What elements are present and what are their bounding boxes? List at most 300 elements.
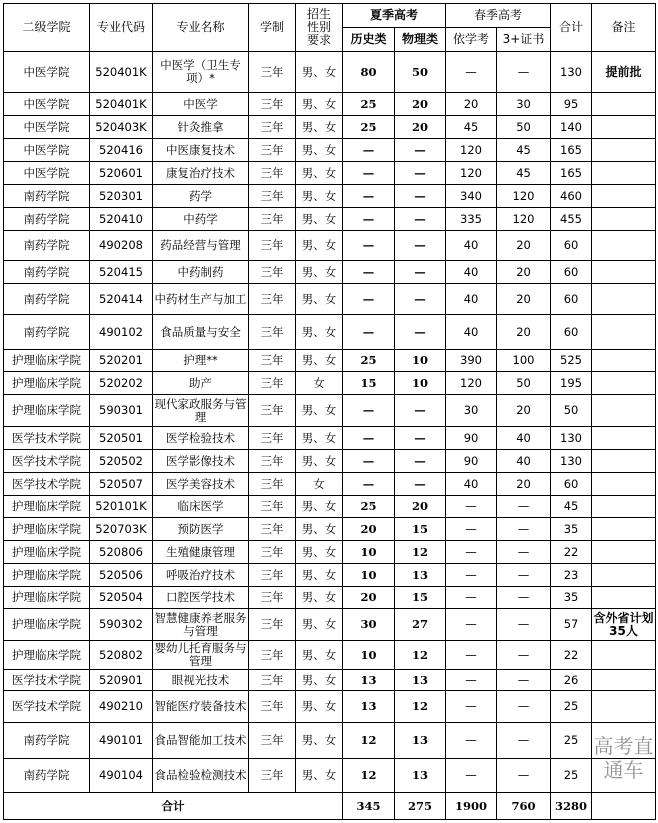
cell-gender: 男、女: [296, 518, 343, 541]
total-sum: 3280: [551, 793, 592, 820]
cell-note: [592, 231, 656, 261]
cell-note: [592, 139, 656, 162]
cell-note: [592, 284, 656, 315]
cell-gender: 男、女: [296, 427, 343, 450]
cell-history: 13: [343, 691, 395, 723]
cell-exam: —: [446, 609, 497, 641]
cell-physics: 20: [395, 116, 446, 139]
cell-code: 520507: [90, 473, 153, 496]
cell-note: [592, 473, 656, 496]
cell-gender: 男、女: [296, 670, 343, 691]
cell-exam: 40: [446, 315, 497, 350]
cell-exam: 40: [446, 473, 497, 496]
cell-physics: —: [395, 395, 446, 427]
cell-name: 生殖健康管理: [153, 541, 249, 564]
cell-cert: 100: [497, 350, 551, 372]
cell-total: 130: [551, 427, 592, 450]
cell-physics: —: [395, 139, 446, 162]
cell-gender: 男、女: [296, 185, 343, 208]
cell-note: [592, 564, 656, 587]
cell-exam: 40: [446, 231, 497, 261]
header-note: 备注: [592, 4, 656, 52]
cell-gender: 女: [296, 372, 343, 395]
cell-code: 590301: [90, 395, 153, 427]
cell-gender: 男、女: [296, 116, 343, 139]
cell-history: —: [343, 261, 395, 284]
cell-history: —: [343, 395, 395, 427]
cell-physics: —: [395, 284, 446, 315]
cell-code: 520101K: [90, 496, 153, 518]
cell-exam: 390: [446, 350, 497, 372]
cell-code: 520504: [90, 587, 153, 609]
cell-college: 南药学院: [4, 185, 90, 208]
cell-gender: 男、女: [296, 284, 343, 315]
cell-history: 12: [343, 759, 395, 793]
cell-total: 165: [551, 139, 592, 162]
cell-cert: —: [497, 691, 551, 723]
cell-cert: 30: [497, 93, 551, 116]
cell-name: 现代家政服务与管理: [153, 395, 249, 427]
table-row: [4, 496, 656, 518]
watermark: 高考直通车: [593, 733, 654, 782]
header-physics: 物理类: [395, 28, 446, 52]
cell-total: 140: [551, 116, 592, 139]
cell-years: 三年: [249, 185, 296, 208]
cell-physics: 13: [395, 670, 446, 691]
cell-code: 520401K: [90, 52, 153, 93]
cell-cert: —: [497, 541, 551, 564]
cell-history: 25: [343, 496, 395, 518]
cell-cert: 20: [497, 473, 551, 496]
cell-total: 25: [551, 759, 592, 793]
cell-name: 医学检验技术: [153, 427, 249, 450]
total-cert: 760: [497, 793, 551, 820]
cell-code: 520703K: [90, 518, 153, 541]
cell-total: 165: [551, 162, 592, 185]
cell-physics: 12: [395, 691, 446, 723]
cell-code: 520410: [90, 208, 153, 231]
cell-years: 三年: [249, 691, 296, 723]
cell-total: 60: [551, 284, 592, 315]
header-exam: 依学考: [446, 28, 497, 52]
cell-college: 医学技术学院: [4, 473, 90, 496]
cell-note: [592, 372, 656, 395]
cell-cert: —: [497, 587, 551, 609]
cell-exam: 40: [446, 284, 497, 315]
cell-cert: 120: [497, 185, 551, 208]
cell-physics: —: [395, 162, 446, 185]
header-history: 历史类: [343, 28, 395, 52]
cell-history: —: [343, 427, 395, 450]
cell-years: 三年: [249, 315, 296, 350]
cell-physics: —: [395, 185, 446, 208]
total-physics: 275: [395, 793, 446, 820]
cell-exam: —: [446, 518, 497, 541]
cell-cert: —: [497, 564, 551, 587]
cell-note: [592, 162, 656, 185]
cell-physics: —: [395, 450, 446, 473]
cell-exam: 340: [446, 185, 497, 208]
cell-gender: 男、女: [296, 723, 343, 759]
cell-college: 中医学院: [4, 93, 90, 116]
cell-note: [592, 93, 656, 116]
cell-physics: —: [395, 261, 446, 284]
cell-total: 22: [551, 541, 592, 564]
cell-physics: 27: [395, 609, 446, 641]
cell-cert: 20: [497, 395, 551, 427]
cell-years: 三年: [249, 350, 296, 372]
cell-total: 195: [551, 372, 592, 395]
cell-cert: 20: [497, 315, 551, 350]
cell-code: 490210: [90, 691, 153, 723]
cell-college: 南药学院: [4, 759, 90, 793]
cell-name: 针灸推拿: [153, 116, 249, 139]
cell-gender: 男、女: [296, 208, 343, 231]
cell-college: 护理临床学院: [4, 350, 90, 372]
cell-years: 三年: [249, 162, 296, 185]
cell-years: 三年: [249, 759, 296, 793]
cell-exam: —: [446, 723, 497, 759]
cell-exam: —: [446, 496, 497, 518]
cell-gender: 男、女: [296, 759, 343, 793]
cell-history: —: [343, 162, 395, 185]
cell-gender: 男、女: [296, 52, 343, 93]
cell-name: 护理**: [153, 350, 249, 372]
table-row: [4, 350, 656, 372]
cell-history: —: [343, 450, 395, 473]
cell-years: 三年: [249, 587, 296, 609]
cell-college: 护理临床学院: [4, 395, 90, 427]
cell-cert: —: [497, 496, 551, 518]
cell-years: 三年: [249, 395, 296, 427]
cell-gender: 男、女: [296, 541, 343, 564]
table-row: [4, 139, 656, 162]
table-row: [4, 162, 656, 185]
total-history: 345: [343, 793, 395, 820]
cell-years: 三年: [249, 564, 296, 587]
cell-exam: —: [446, 564, 497, 587]
cell-exam: 45: [446, 116, 497, 139]
table-row: [4, 231, 656, 261]
cell-physics: 15: [395, 587, 446, 609]
cell-physics: —: [395, 208, 446, 231]
cell-physics: 50: [395, 52, 446, 93]
cell-years: 三年: [249, 473, 296, 496]
cell-gender: 男、女: [296, 139, 343, 162]
cell-code: 490102: [90, 315, 153, 350]
cell-exam: —: [446, 587, 497, 609]
cell-physics: —: [395, 427, 446, 450]
cell-total: 60: [551, 315, 592, 350]
cell-exam: 20: [446, 93, 497, 116]
cell-total: 60: [551, 261, 592, 284]
table-row: [4, 670, 656, 691]
cell-history: 20: [343, 587, 395, 609]
cell-history: 10: [343, 564, 395, 587]
cell-exam: —: [446, 52, 497, 93]
cell-note: [592, 450, 656, 473]
cell-physics: —: [395, 231, 446, 261]
cell-years: 三年: [249, 496, 296, 518]
cell-cert: —: [497, 723, 551, 759]
cell-total: 35: [551, 518, 592, 541]
cell-name: 食品智能加工技术: [153, 723, 249, 759]
table-row: [4, 52, 656, 93]
table-row: [4, 372, 656, 395]
cell-exam: 120: [446, 372, 497, 395]
cell-note: [592, 518, 656, 541]
cell-exam: 120: [446, 139, 497, 162]
cell-total: 57: [551, 609, 592, 641]
cell-total: 60: [551, 231, 592, 261]
cell-cert: —: [497, 759, 551, 793]
cell-gender: 男、女: [296, 261, 343, 284]
cell-years: 三年: [249, 541, 296, 564]
cell-total: 525: [551, 350, 592, 372]
table-row: [4, 609, 656, 641]
cell-physics: 20: [395, 93, 446, 116]
cell-physics: 20: [395, 496, 446, 518]
cell-history: 13: [343, 670, 395, 691]
cell-gender: 男、女: [296, 450, 343, 473]
cell-total: 22: [551, 641, 592, 670]
cell-college: 护理临床学院: [4, 541, 90, 564]
cell-exam: 90: [446, 450, 497, 473]
cell-cert: 50: [497, 372, 551, 395]
cell-gender: 男、女: [296, 162, 343, 185]
cell-code: 590302: [90, 609, 153, 641]
cell-note: [592, 691, 656, 723]
cell-note: [592, 395, 656, 427]
table-row: [4, 427, 656, 450]
cell-note: 含外省计划35人: [592, 609, 656, 641]
cell-name: 口腔医学技术: [153, 587, 249, 609]
cell-college: 护理临床学院: [4, 609, 90, 641]
cell-code: 520901: [90, 670, 153, 691]
cell-college: 医学技术学院: [4, 670, 90, 691]
cell-exam: 120: [446, 162, 497, 185]
table-row: [4, 284, 656, 315]
cell-history: 10: [343, 541, 395, 564]
table-row: [4, 395, 656, 427]
header-gender: 招生性别要求: [296, 4, 343, 52]
cell-years: 三年: [249, 284, 296, 315]
cell-physics: 13: [395, 564, 446, 587]
cell-code: 520501: [90, 427, 153, 450]
cell-code: 520416: [90, 139, 153, 162]
cell-name: 助产: [153, 372, 249, 395]
cell-college: 医学技术学院: [4, 427, 90, 450]
cell-history: 20: [343, 518, 395, 541]
cell-total: 26: [551, 670, 592, 691]
cell-history: —: [343, 473, 395, 496]
table-row: [4, 518, 656, 541]
cell-years: 三年: [249, 139, 296, 162]
enrollment-plan-table: [3, 3, 656, 820]
cell-total: 25: [551, 723, 592, 759]
table-row: [4, 315, 656, 350]
cell-years: 三年: [249, 208, 296, 231]
total-label: 合计: [4, 793, 343, 820]
cell-cert: —: [497, 641, 551, 670]
cell-name: 药学: [153, 185, 249, 208]
cell-name: 中药材生产与加工: [153, 284, 249, 315]
total-note: [592, 793, 656, 820]
cell-name: 中医学: [153, 93, 249, 116]
table-row: [4, 641, 656, 670]
cell-cert: 20: [497, 231, 551, 261]
cell-exam: 40: [446, 261, 497, 284]
table-row: [4, 541, 656, 564]
cell-years: 三年: [249, 372, 296, 395]
cell-name: 药品经营与管理: [153, 231, 249, 261]
cell-name: 智慧健康养老服务与管理: [153, 609, 249, 641]
cell-total: 25: [551, 691, 592, 723]
cell-code: 520202: [90, 372, 153, 395]
cell-code: 520806: [90, 541, 153, 564]
cell-physics: —: [395, 315, 446, 350]
cell-note: [592, 116, 656, 139]
cell-name: 康复治疗技术: [153, 162, 249, 185]
cell-years: 三年: [249, 231, 296, 261]
cell-exam: —: [446, 641, 497, 670]
cell-cert: 120: [497, 208, 551, 231]
cell-cert: 50: [497, 116, 551, 139]
cell-years: 三年: [249, 116, 296, 139]
table-row: [4, 116, 656, 139]
cell-years: 三年: [249, 723, 296, 759]
cell-gender: 男、女: [296, 93, 343, 116]
cell-name: 预防医学: [153, 518, 249, 541]
cell-history: 80: [343, 52, 395, 93]
cell-history: —: [343, 284, 395, 315]
cell-history: —: [343, 231, 395, 261]
header-college: 二级学院: [4, 4, 90, 52]
cell-name: 智能医疗装备技术: [153, 691, 249, 723]
cell-code: 520802: [90, 641, 153, 670]
cell-years: 三年: [249, 609, 296, 641]
cell-cert: —: [497, 609, 551, 641]
table-row: [4, 450, 656, 473]
cell-college: 护理临床学院: [4, 641, 90, 670]
cell-total: 130: [551, 52, 592, 93]
cell-code: 520601: [90, 162, 153, 185]
cell-cert: 40: [497, 427, 551, 450]
table-row: [4, 208, 656, 231]
cell-college: 中医学院: [4, 162, 90, 185]
cell-cert: 45: [497, 162, 551, 185]
table-row: [4, 93, 656, 116]
cell-years: 三年: [249, 518, 296, 541]
cell-years: 三年: [249, 450, 296, 473]
cell-total: 35: [551, 587, 592, 609]
cell-name: 中药学: [153, 208, 249, 231]
cell-note: [592, 350, 656, 372]
cell-cert: —: [497, 518, 551, 541]
cell-college: 南药学院: [4, 284, 90, 315]
cell-history: —: [343, 315, 395, 350]
cell-exam: —: [446, 691, 497, 723]
cell-name: 婴幼儿托育服务与管理: [154, 641, 247, 668]
cell-college: 中医学院: [4, 52, 90, 93]
cell-cert: —: [497, 670, 551, 691]
cell-name: 医学影像技术: [153, 450, 249, 473]
cell-cert: 20: [497, 261, 551, 284]
cell-note: [592, 185, 656, 208]
cell-name: 中医康复技术: [153, 139, 249, 162]
cell-history: —: [343, 139, 395, 162]
cell-gender: 男、女: [296, 350, 343, 372]
cell-gender: 男、女: [296, 641, 343, 670]
total-exam: 1900: [446, 793, 497, 820]
cell-history: 10: [343, 641, 395, 670]
cell-exam: —: [446, 670, 497, 691]
cell-history: 25: [343, 93, 395, 116]
header-code: 专业代码: [90, 4, 153, 52]
cell-years: 三年: [249, 93, 296, 116]
header-summer: 夏季高考: [343, 4, 446, 28]
cell-exam: 30: [446, 395, 497, 427]
cell-note: 提前批: [592, 52, 656, 93]
cell-code: 520201: [90, 350, 153, 372]
cell-gender: 男、女: [296, 564, 343, 587]
cell-total: 95: [551, 93, 592, 116]
cell-college: 南药学院: [4, 231, 90, 261]
cell-note: [592, 587, 656, 609]
cell-gender: 男、女: [296, 587, 343, 609]
cell-college: 护理临床学院: [4, 564, 90, 587]
cell-history: 30: [343, 609, 395, 641]
cell-name: 医学美容技术: [153, 473, 249, 496]
cell-college: 南药学院: [4, 261, 90, 284]
cell-gender: 男、女: [296, 315, 343, 350]
cell-physics: 13: [395, 723, 446, 759]
cell-code: 520502: [90, 450, 153, 473]
cell-total: 45: [551, 496, 592, 518]
cell-physics: 10: [395, 372, 446, 395]
cell-note: [592, 641, 656, 670]
cell-note: [592, 427, 656, 450]
cell-code: 490104: [90, 759, 153, 793]
cell-college: 南药学院: [4, 208, 90, 231]
table-row: [4, 759, 656, 793]
cell-gender: 男、女: [296, 395, 343, 427]
cell-cert: 45: [497, 139, 551, 162]
cell-college: 护理临床学院: [4, 518, 90, 541]
cell-total: 455: [551, 208, 592, 231]
cell-note: [592, 541, 656, 564]
cell-physics: 12: [395, 541, 446, 564]
cell-college: 中医学院: [4, 139, 90, 162]
cell-code: 490208: [90, 231, 153, 261]
cell-exam: —: [446, 759, 497, 793]
cell-gender: 男、女: [296, 231, 343, 261]
cell-history: 25: [343, 116, 395, 139]
table-row: [4, 473, 656, 496]
cell-exam: —: [446, 541, 497, 564]
cell-name: 中药制药: [153, 261, 249, 284]
cell-total: 50: [551, 395, 592, 427]
cell-code: 520506: [90, 564, 153, 587]
cell-history: —: [343, 208, 395, 231]
cell-years: 三年: [249, 641, 296, 670]
cell-physics: —: [395, 473, 446, 496]
cell-total: 23: [551, 564, 592, 587]
cell-college: 护理临床学院: [4, 372, 90, 395]
cell-code: 520415: [90, 261, 153, 284]
cell-name: 中医学（卫生专项）*: [153, 52, 249, 93]
cell-note: [592, 208, 656, 231]
